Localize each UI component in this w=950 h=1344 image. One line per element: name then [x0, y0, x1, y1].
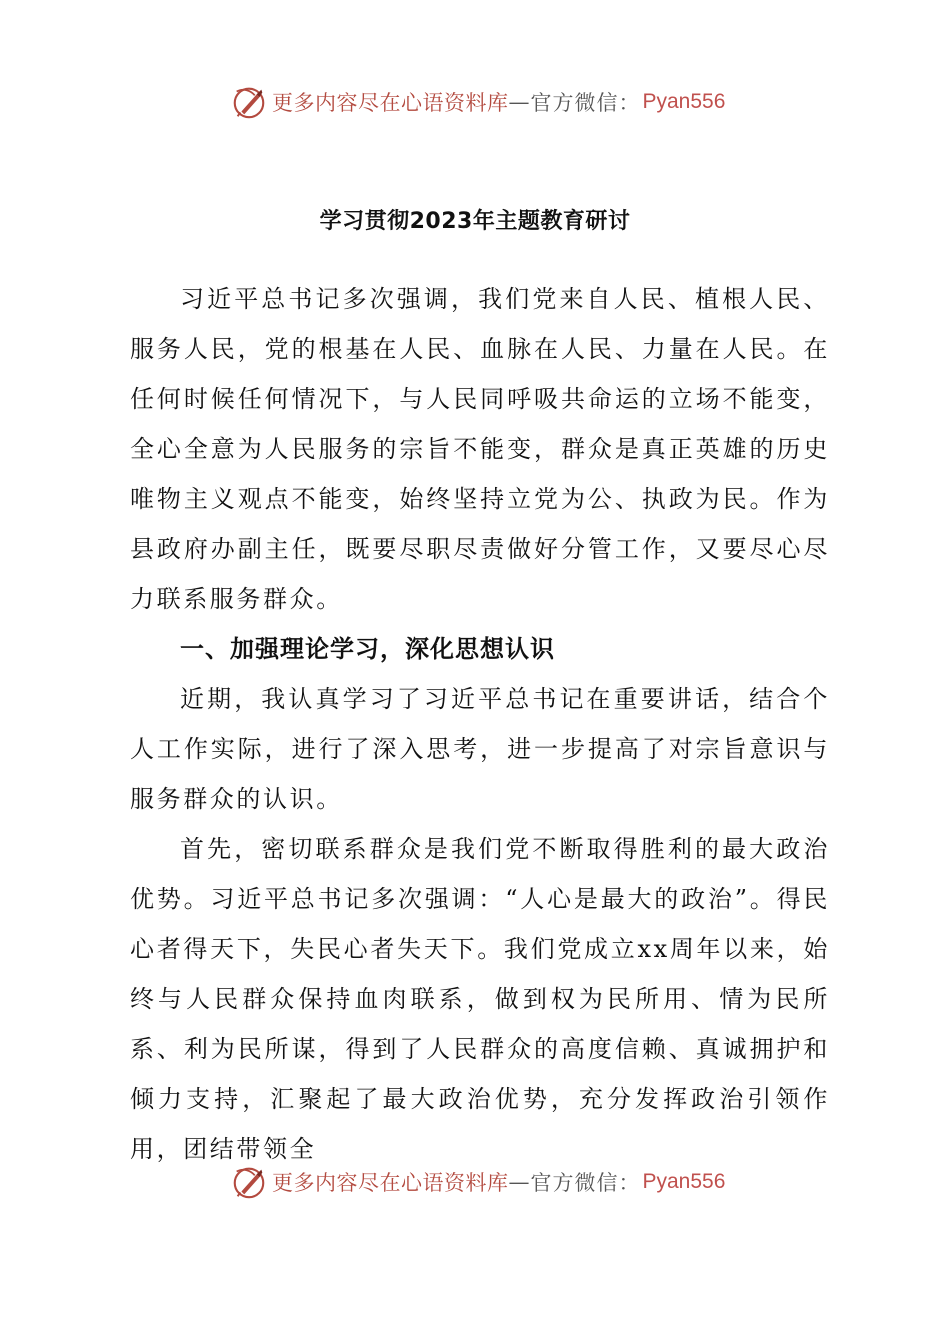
watermark-wechat-id: Pyan556 [642, 1170, 726, 1193]
footer-watermark [230, 1162, 725, 1202]
body-paragraph: 近期，我认真学习了习近平总书记在重要讲话，结合个人工作实际，进行了深入思考，进一步提高了对宗旨意识与服务群众的认识。 [130, 685, 830, 813]
watermark-wechat-label: 官方微信： [530, 1171, 641, 1195]
header-watermark [230, 82, 725, 122]
watermark-main-text: 更多内容尽在心语资料库 [272, 91, 509, 115]
document-body [130, 274, 830, 1174]
watermark-separator: — [508, 1170, 531, 1194]
watermark-wechat-label: 官方微信： [530, 91, 641, 115]
quill-pen-logo-icon [230, 83, 268, 121]
watermark-main-text: 更多内容尽在心语资料库 [272, 1171, 509, 1195]
body-paragraph: 习近平总书记多次强调，我们党来自人民、植根人民、服务人民，党的根基在人民、血脉在人民、力量在人民。在任何时候任何情况下，与人民同呼吸共命运的立场不能变，全心全意为人民服务的宗旨不能变，群众是真正英雄的历史唯物主义观点不能变，始终坚持立党为公、执政为民。作为县政府办副主任，既要尽职尽责做好分管工作，又要尽心尽力联系服务群众。 [130, 285, 830, 613]
watermark-wechat-id: Pyan556 [642, 90, 726, 113]
section-heading: 一、加强理论学习，深化思想认识 [180, 635, 555, 663]
quill-pen-logo-icon [230, 1163, 268, 1201]
document-title: 学习贯彻2023年主题教育研讨 [319, 209, 631, 234]
watermark-separator: — [508, 90, 531, 114]
body-paragraph: 首先，密切联系群众是我们党不断取得胜利的最大政治优势。习近平总书记多次强调：“人心是最大的政治”。得民心者得天下，失民心者失天下。我们党成立xx周年以来，始终与人民群众保持血肉联系，做到权为民所用、情为民所系、利为民所谋，得到了人民群众的高度信赖、真诚拥护和倾力支持，汇聚起了最大政治优势，充分发挥政治引领作用，团结带领全 [130, 835, 830, 1163]
